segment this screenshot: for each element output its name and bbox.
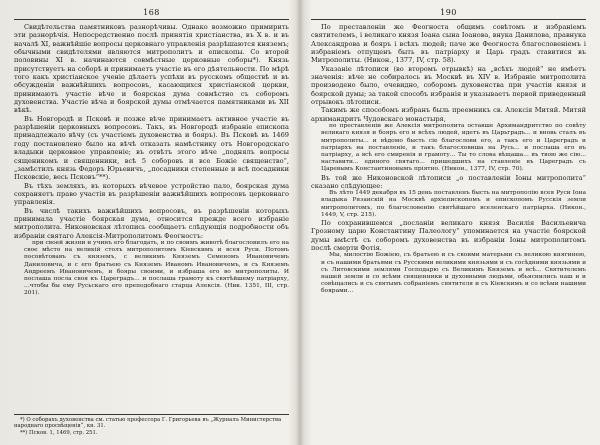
right-paragraph: По преставленіи же Феогноста общимъ совѣтомъ и избраніемъ святителемъ, і великаго князя Іоана сына Іоанова, внука Данилова, правнука Александрова и бояръ і всѣхъ людей; паче же Феогноста благословеніемъ і избраніемъ отпущенъ быть въ патріарху и Царь градъ ставитися въ Митрополиты. (Никон., 1377, IV, стр. 58). — [311, 23, 586, 65]
left-paragraph: Свидѣтельства памятниковъ разнорѣчивы. Однако возможно примирить эти разнорѣчія. Непосредственно послѣ принятія христіанства, въ X в. и въ началѣ XI, важнѣйшіе вопросы церковнаго управленія разрѣшаются княземъ; обычными свидѣтелями являются митрополитъ и епископы. Со второй половины XI в. начинаются совмѣстные церковные соборы*). Князь присутствуетъ на соборѣ и принимаетъ участіе въ его дѣятельности. По мѣрѣ того какъ христіанское ученіе дѣлаетъ успѣхи въ русскомъ обществѣ и въ обсужденіи важнѣйшихъ вопросовъ, касающихся христіанской церкви, принимаютъ участіе вѣче и боярская дума совмѣстно съ соборомъ духовенства. Участіе вѣча и боярской думы отмѣчается памятниками въ XII вѣкѣ. — [14, 23, 289, 115]
left-page-number: 168 — [14, 8, 289, 20]
left-paragraph: Въ Новгородѣ и Псковѣ и позже вѣче принимаетъ активное участіе въ разрѣшеніи церковныхъ вопросовъ. Такъ, въ Новгородѣ избраніе епископа принадлежало вѣчу (съ участіемъ духовенства и бояръ). Въ Псковѣ въ 1469 году постановлено было на вѣчѣ отказать намѣстнику отъ Новгородскаго владыки церковное управленіе; въ отвѣтъ этого вѣче „поднялъ вопросы сященикомъ и священники, всѣ 5 соборовъ и все Божіе священство“, „замѣстилъ князь Федоръ Юрьевичъ, „посадники степенные и всѣ посадники Псковскіе, весь Псковъ“**). — [14, 114, 289, 182]
right-paragraph: Въ той же Никоновской лѣтописи „о поставленіи Іоны митрополита“ сказано слѣдующее: — [311, 173, 586, 190]
left-paragraph: Въ числѣ такихъ важнѣйшихъ вопросовъ, въ разрѣшеніи которыхъ принимала участіе боярская дума, относится прежде всего избраніе митрополита. Никоновская лѣтопись сообщаетъ слѣдующія подробности объ избраніи святаго Алексія-Митрополитомъ Феогностъ: — [14, 206, 289, 240]
left-page — [14, 8, 289, 438]
footnote: **) Псков. 1, 1469, стр. 251. — [20, 429, 98, 436]
footnote: *) О соборахъ духовенства см. статью профессора Г. Григорьева въ „Журналъ Министерства народнаго просвѣщенія“, кн. 31. — [14, 416, 282, 430]
right-quote: по преставленіи же Алексія митрополита оставше Архимандритство по совѣту великаго князя и бояръ его и всѣхъ людей, идетъ въ Царьградъ... и вновь сталъ въ митрополиты... и вѣдомо бысть сіе благослови его, а такъ его и Цареградъ и патріархъ на поставленіе, и такъ благословиша на Русь... и послаша его въ патріарху, а всѣ его смиренія и грамоту... Ты то слова вѣщаша... въ твою же сію... наставити... единого святаго... пришедшихъ на ставленіе въ Цареградъ съ Царевымъ Константиновымъ пріятно. (Никон., 1377, IV, стр. 70). — [321, 123, 586, 173]
right-quote: Мы, милостію Божіею, съ братьею и съ своими матерьми съ великою княгинею, и съ нашими братьями съ Русскими великими князьями и съ сосѣдними князьями и съ Литовскими землями Господарю съ Великимъ Княземъ и всѣ... Святителемъ нашей земли и со всѣми священники и духовными людьми, обьяснились наш и и совѣщались и съ святымъ собраніемъ святителя и съ Кіевскимъ и со всѣми нашими боярами... — [321, 252, 586, 295]
right-quote: Въ лѣто 1449 декабря въ 15 день поставленъ бысть на митрополію всея Руси Іона владыка Рязанскій на Москвѣ архіепископомъ и епископомъ Русскія земли митрополитомъ, по благословенію святѣйшаго вселенскаго патріарха. (Никон., 1449, V, стр. 215). — [321, 190, 586, 218]
left-quote: при своей жизни и учинъ его благодать, и по своимъ животѣ благословилъ его на свое мѣсто на великій столъ митрополитомъ Кіевскимъ и всея Руси. Потомъ посовѣтовавъ съ княземъ, с великимъ Княземъ Семеномъ Ивановичемъ Даниловича, и с его братьею съ Княземъ Иваномъ Ивановичемъ, и съ Княземъ Андреемъ Ивановичемъ, и бояры своими, и избраша его во митрополиты. И послаша посла своя къ Цареградъ... и послаша грамоту къ святѣйшему патріарху, ...чтобы бы ему Русьскаго его преподобнаго старца Алексія. (Ник. 1351, III, стр. 201). — [24, 239, 289, 297]
left-paragraph: Въ тѣхъ земляхъ, въ которыхъ вѣчевое устройство пало, боярская дума сохраняетъ право участія въ разрѣшеніи важнѣйшихъ вопросовъ церковнаго управленія. — [14, 181, 289, 207]
right-paragraph: По сохранившемся „посланіи великаго князя Василія Васильевича Грозному царю Константину Палеологу“ упоминается на участіе боярской думы вмѣстѣ съ соборомъ духовенства въ избраніи Іоны митрополитомъ послѣ смерти Фотія. — [311, 219, 586, 253]
left-footnotes — [14, 414, 289, 436]
right-page-body — [311, 23, 586, 296]
right-page-number: 190 — [311, 8, 586, 20]
right-paragraph: Указаніе лѣтописи (во второмъ отрывкѣ) на „всѣхъ людей“ не имѣетъ значенія: вѣче не собиралось въ Москвѣ въ XIV в. Избраніе митрополита производено было, очевидно, соборомъ духовенства при участіи князя и боярской думы; за такой способъ избранія и указываетъ первой приведенный отрывокъ лѣтописи. — [311, 64, 586, 107]
book-gutter — [296, 0, 304, 445]
right-paragraph: Такимъ же способомъ избранъ быль преемникъ св. Алексія Митяй. Митяй архимандритъ Чудовскаго монастыря, — [311, 106, 586, 123]
right-page — [311, 8, 586, 438]
left-page-body — [14, 23, 289, 298]
